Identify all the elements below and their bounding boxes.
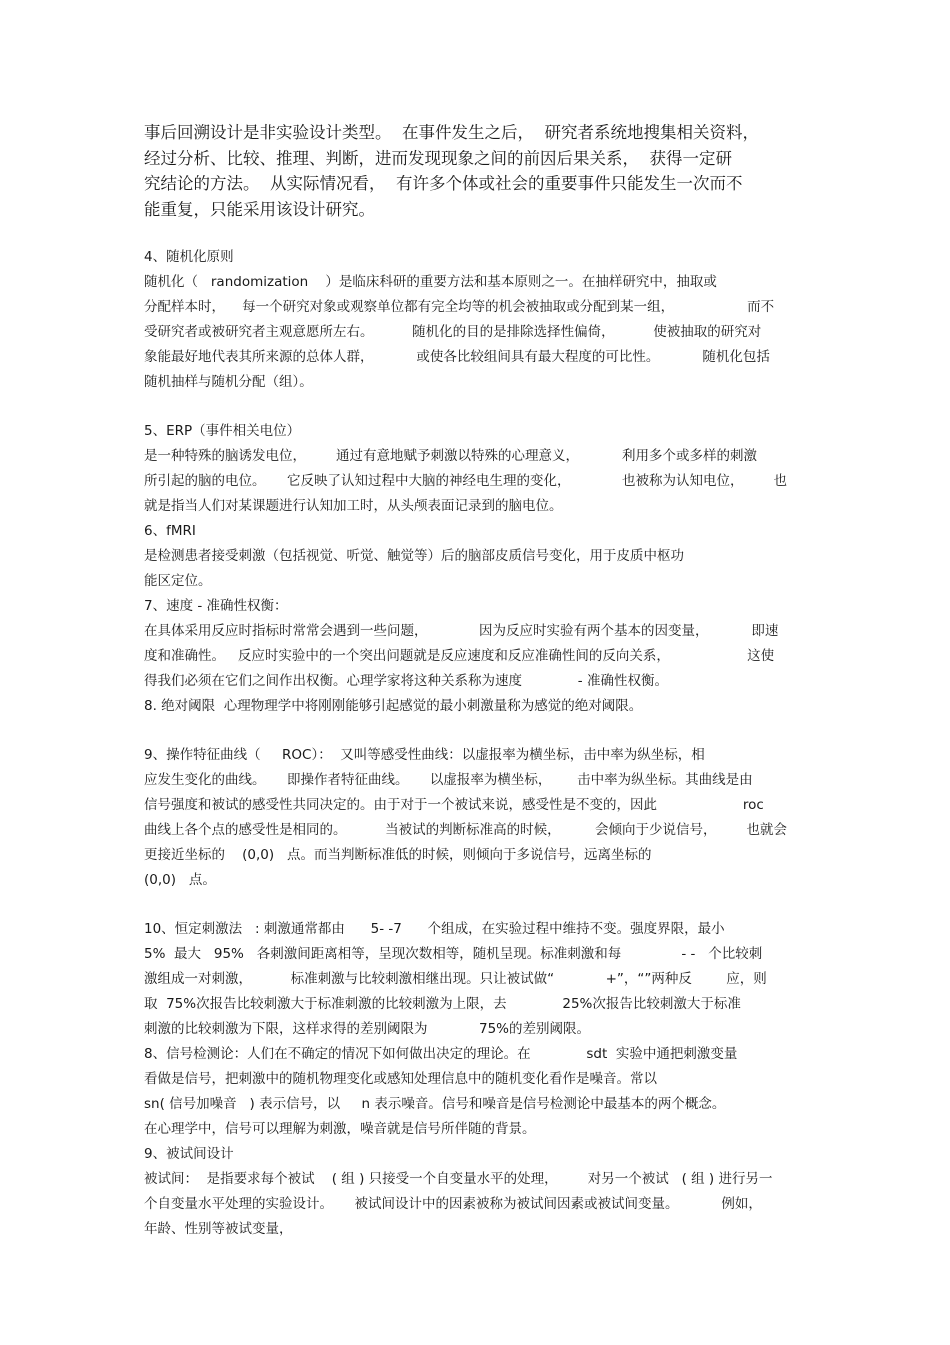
text-line: 是检测患者接受刺激（包括视觉、听觉、触觉等）后的脑部皮质信号变化，用于皮质中枢功 <box>144 548 684 564</box>
text-line: 个自变量水平处理的实验设计。 被试间设计中的因素被称为被试间因素或被试间变量。 例如， <box>144 1196 762 1212</box>
text-line: 象能最好地代表其所来源的总体人群， 或使各比较组间具有最大程度的可比性。 随机化包括 <box>144 349 770 365</box>
text-line: 被试间： 是指要求每个被试 ( 组 ) 只接受一个自变量水平的处理， 对另一个被试 ( 组 ) 进行另一 <box>144 1171 773 1187</box>
section-heading: 10、恒定刺激法 : 刺激通常都由 5- -7 个组成，在实验过程中维持不变。强度界限，最小 <box>144 921 725 937</box>
text-line: 看做是信号，把刺激中的随机物理变化或感知处理信息中的随机变化看作是噪音。常以 <box>144 1071 657 1087</box>
section-heading: 6、fMRI <box>144 523 196 539</box>
text-line: 就是指当人们对某课题进行认知加工时，从头颅表面记录到的脑电位。 <box>144 498 563 514</box>
text-line: 分配样本时， 每一个研究对象或观察单位都有完全均等的机会被抽取或分配到某一组， 而不 <box>144 299 775 315</box>
text-line: 曲线上各个点的感受性是相同的。 当被试的判断标准高的时候， 会倾向于少说信号， 也就会 <box>144 822 787 838</box>
intro-line: 事后回溯设计是非实验设计类型。 在事件发生之后， 研究者系统地搜集相关资料， <box>144 123 759 142</box>
text-line: sn( 信号加噪音 ) 表示信号，以 n 表示噪音。信号和噪音是信号检测论中最基本的两个概念。 <box>144 1096 726 1112</box>
text-line: 在心理学中，信号可以理解为刺激，噪音就是信号所伴随的背景。 <box>144 1121 536 1137</box>
text-line: 在具体采用反应时指标时常常会遇到一些问题， 因为反应时实验有两个基本的因变量， 即速 <box>144 623 779 639</box>
section-heading: 8. 绝对阈限 心理物理学中将刚刚能够引起感觉的最小刺激量称为感觉的绝对阈限。 <box>144 698 643 714</box>
text-line: 得我们必须在它们之间作出权衡。心理学家将这种关系称为速度 - 准确性权衡。 <box>144 673 668 689</box>
text-line: 随机抽样与随机分配（组）。 <box>144 374 313 390</box>
intro-line: 经过分析、比较、推理、判断，进而发现现象之间的前因后果关系， 获得一定研 <box>144 149 732 168</box>
section-heading: 9、被试间设计 <box>144 1146 234 1162</box>
text-line: 取 75%次报告比较刺激大于标准刺激的比较刺激为上限，去 25%次报告比较刺激大于标准 <box>144 996 741 1012</box>
text-line: 所引起的脑的电位。 它反映了认知过程中大脑的神经电生理的变化， 也被称为认知电位， 也 <box>144 473 787 489</box>
intro-line: 能重复，只能采用该设计研究。 <box>144 200 375 219</box>
text-line: 激组成一对刺激， 标准刺激与比较刺激相继出现。只让被试做“ +”，“”两种反 应，则 <box>144 971 767 987</box>
section-heading: 9、操作特征曲线（ ROC）： 又叫等感受性曲线：以虚报率为横坐标，击中率为纵坐标，相 <box>144 747 705 763</box>
text-line: 度和准确性。 反应时实验中的一个突出问题就是反应速度和反应准确性间的反向关系， 这使 <box>144 648 775 664</box>
text-line: 年龄、性别等被试变量， <box>144 1221 293 1237</box>
text-line: 信号强度和被试的感受性共同决定的。由于对于一个被试来说，感受性是不变的，因此 roc <box>144 797 764 813</box>
text-line: 更接近坐标的 (0,0) 点。而当判断标准低的时候，则倾向于多说信号，远离坐标的 <box>144 847 652 863</box>
section-heading: 4、随机化原则 <box>144 249 234 265</box>
section-heading: 5、ERP（事件相关电位） <box>144 423 301 439</box>
text-line: 刺激的比较刺激为下限，这样求得的差别阈限为 75%的差别阈限。 <box>144 1021 591 1037</box>
text-line: (0,0) 点。 <box>144 872 216 888</box>
intro-line: 究结论的方法。 从实际情况看， 有许多个体或社会的重要事件只能发生一次而不 <box>144 174 743 193</box>
text-line: 5% 最大 95% 各刺激间距离相等，呈现次数相等，随机呈现。标准刺激和每 - - 个比较刺 <box>144 946 763 962</box>
text-line: 是一种特殊的脑诱发电位， 通过有意地赋予刺激以特殊的心理意义， 利用多个或多样的刺激 <box>144 448 757 464</box>
text-line: 随机化（ randomization ）是临床科研的重要方法和基本原则之一。在抽样研究中，抽取或 <box>144 274 717 290</box>
section-heading: 8、信号检测论：人们在不确定的情况下如何做出决定的理论。在 sdt 实验中通把刺激变量 <box>144 1046 738 1062</box>
section-heading: 7、速度 - 准确性权衡： <box>144 598 288 614</box>
text-line: 应发生变化的曲线。 即操作者特征曲线。 以虚报率为横坐标， 击中率为纵坐标。其曲线是由 <box>144 772 753 788</box>
text-line: 能区定位。 <box>144 573 212 589</box>
text-line: 受研究者或被研究者主观意愿所左右。 随机化的目的是排除选择性偏倚， 使被抽取的研究对 <box>144 324 762 340</box>
